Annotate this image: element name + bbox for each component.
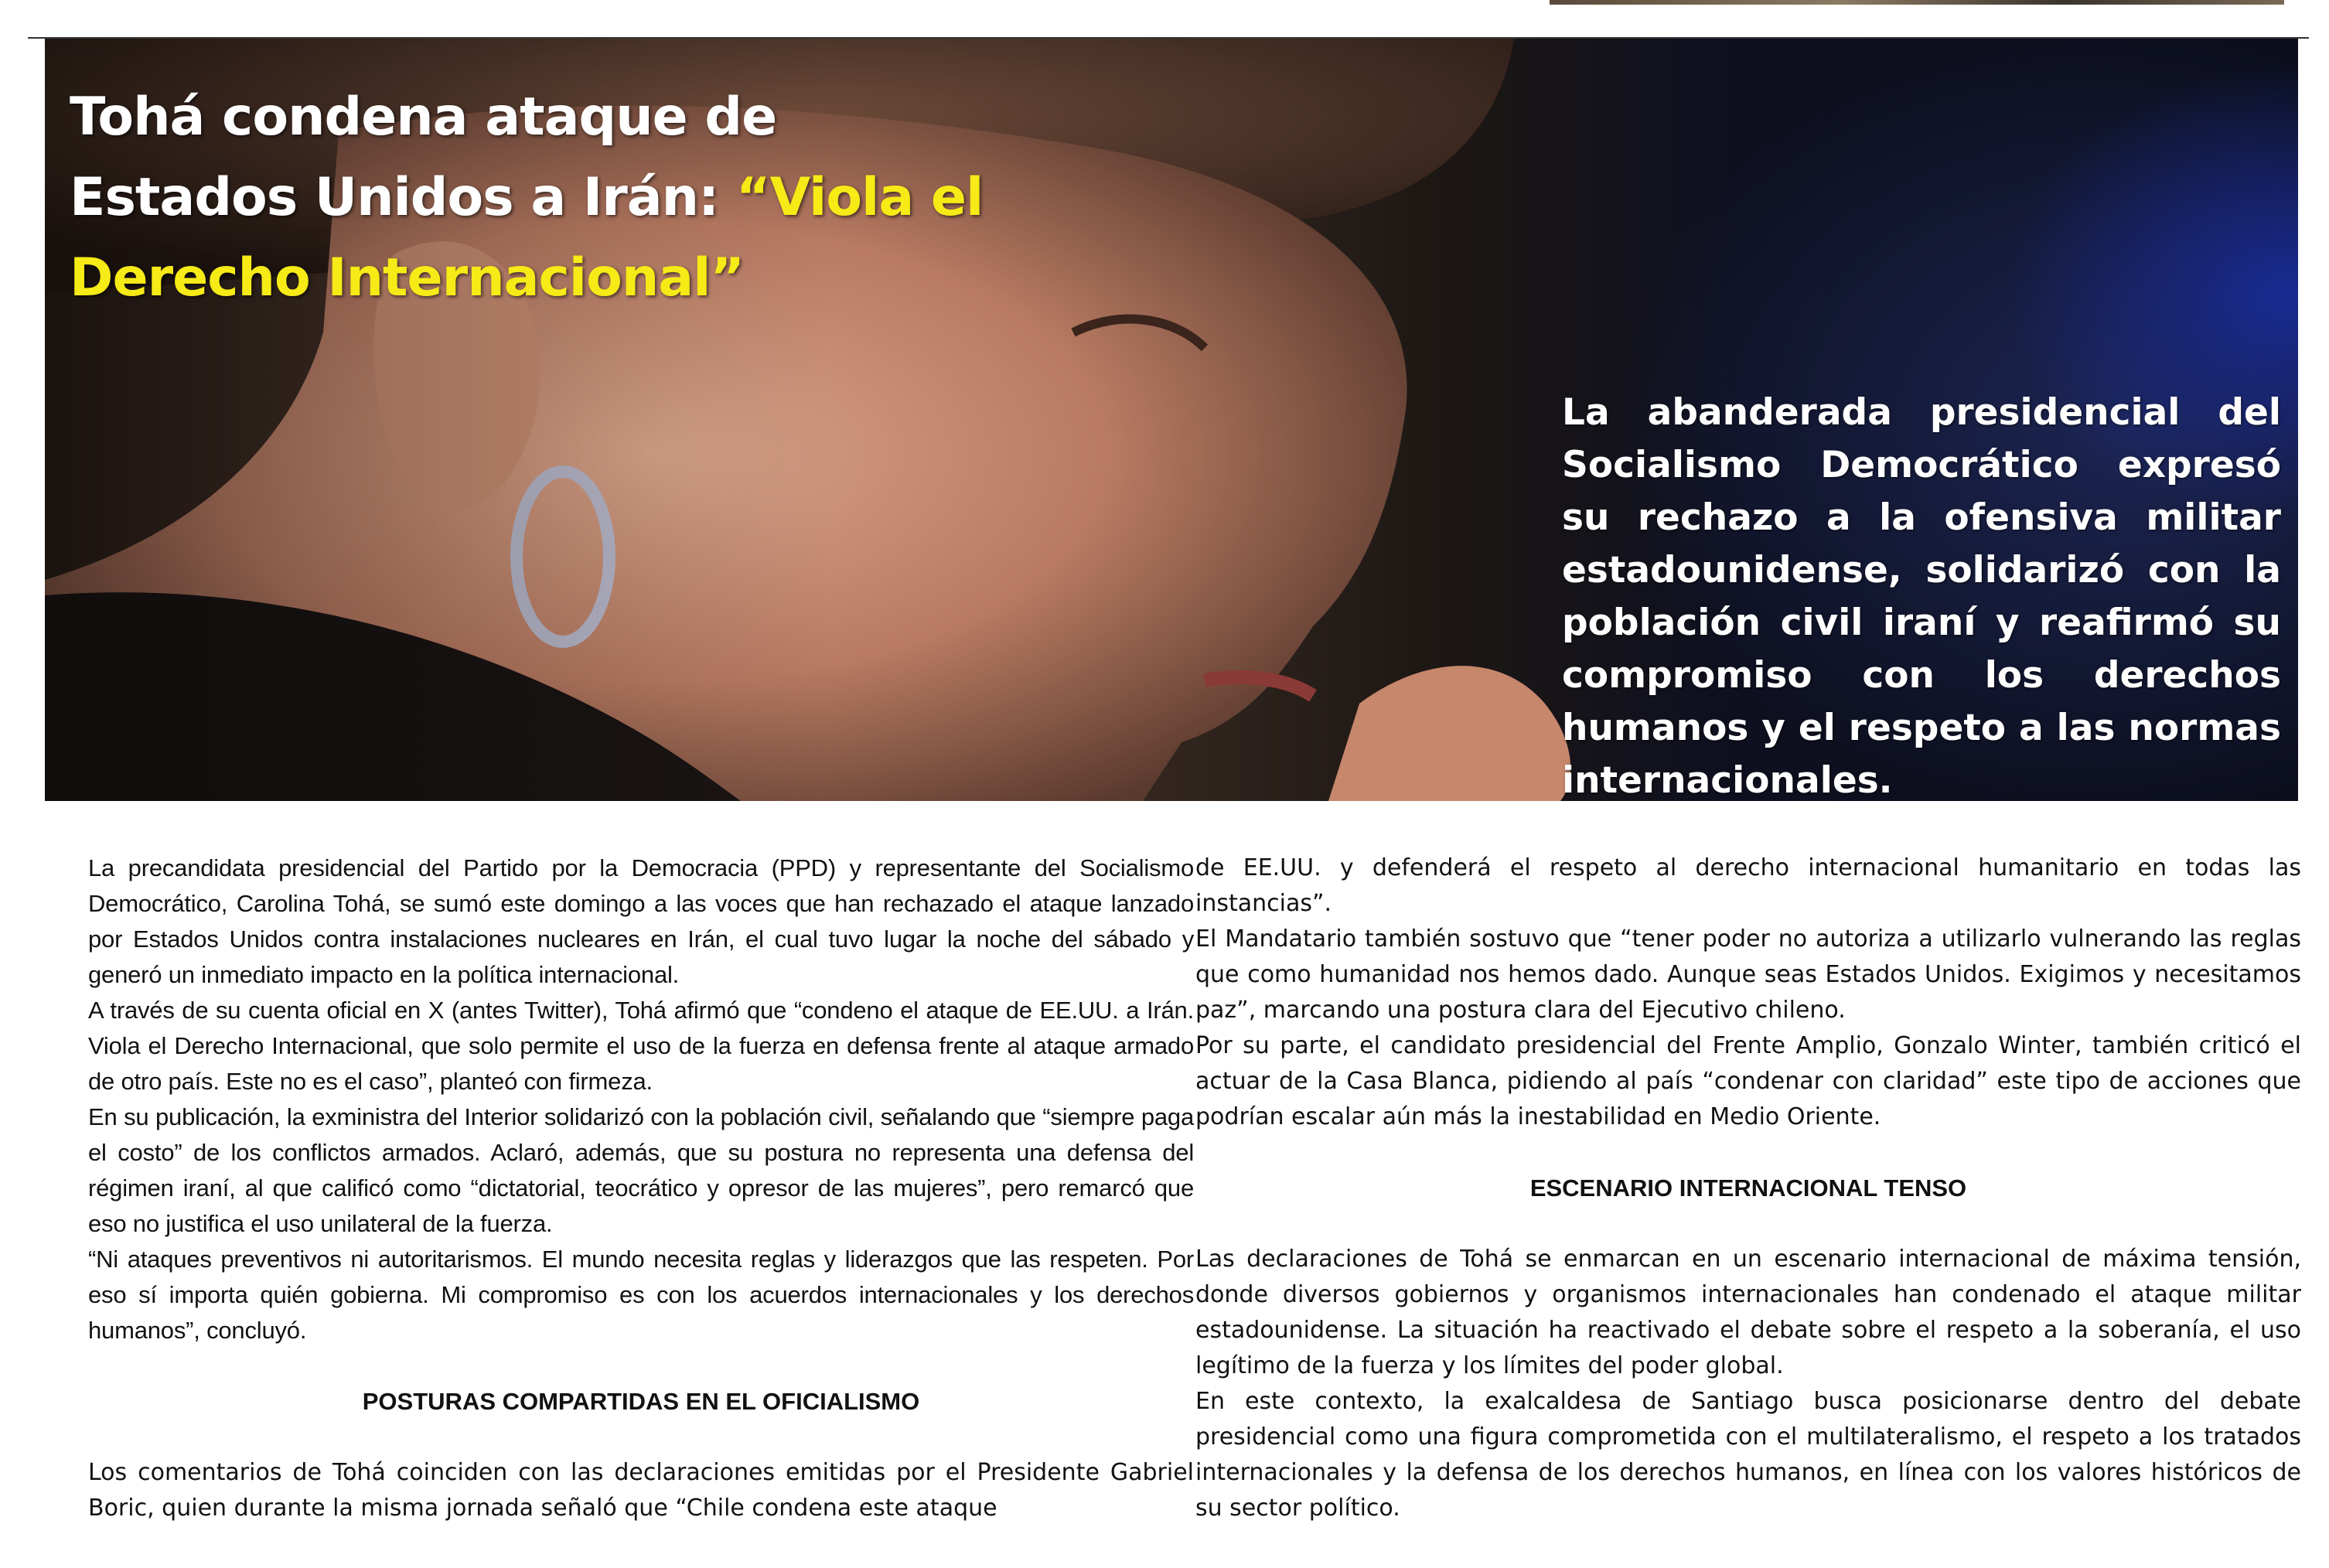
spacer (1195, 1135, 2301, 1171)
paragraph: En su publicación, la exministra del Interior solidarizó con la población civil, señalando que “siempre paga el costo” de los conflictos armados. Aclaró, además, que su postura no representa una defensa del régimen iraní, al que calificó como “dictatorial, teocrático y opresor de las mujeres”, pero remarcó que eso no justifica el uso unilateral de la fuerza. (88, 1103, 1194, 1237)
headline (70, 77, 1013, 319)
headline-main: Tohá condena ataque de Estados Unidos a Irán: (70, 87, 777, 228)
headline-highlight: “Viola el Derecho Internacional” (70, 167, 984, 308)
paragraph: Por su parte, el candidato presidencial del Frente Amplio, Gonzalo Winter, también criticó el actuar de la Casa Blanca, pidiendo al país “condenar con claridad” este tipo de acciones que podrían escalar aún más la inestabilidad en Medio Oriente. (1195, 1032, 2301, 1130)
paragraph: “Ni ataques preventivos ni autoritarismos. El mundo necesita reglas y liderazgos que las respeten. Por eso sí importa quién gobierna. Mi compromiso es con los acuerdos internacionales y los derechos humanos”, concluyó. (88, 1246, 1194, 1344)
article-column-right (1195, 850, 2301, 1526)
paragraph: A través de su cuenta oficial en X (antes Twitter), Tohá afirmó que “condeno el ataque de EE.UU. a Irán. Viola el Derecho Internacional, que solo permite el uso de la fuerza en defensa frente al ataque armado de otro país. Este no es el caso”, planteó con firmeza. (88, 997, 1194, 1095)
hero-image (45, 39, 2298, 801)
spacer (1195, 1206, 2301, 1242)
paragraph: En este contexto, la exalcaldesa de Santiago busca posicionarse dentro del debate presidencial como una figura comprometida con el multilateralismo, el respeto a los tratados internacionales y la defensa de los derechos humanos, en línea con los valores históricos de su sector político. (1195, 1388, 2301, 1522)
subheading: POSTURAS COMPARTIDAS EN EL OFICIALISMO (362, 1388, 920, 1415)
deck-summary: La abanderada presidencial del Socialismo Democrático expresó su rechazo a la ofensiva militar estadounidense, solidarizó con la población civil iraní y reafirmó su compromiso con los derechos humanos y el respeto a las normas internacionales. (1562, 391, 2281, 801)
paragraph: de EE.UU. y defenderá el respeto al derecho internacional humanitario en todas las instancias”. (1195, 854, 2301, 917)
top-thumbnail-strip (1550, 0, 2284, 5)
spacer (88, 1348, 1194, 1384)
subheading: ESCENARIO INTERNACIONAL TENSO (1529, 1174, 1967, 1202)
paragraph: El Mandatario también sostuvo que “tener poder no autoriza a utilizarlo vulnerando las reglas que como humanidad nos hemos dado. Aunque seas Estados Unidos. Exigimos y necesitamos paz”, marcando una postura clara del Ejecutivo chileno. (1195, 925, 2301, 1024)
paragraph: Las declaraciones de Tohá se enmarcan en un escenario internacional de máxima tensión, donde diversos gobiernos y organismos internacionales han condenado el ataque militar estadounidense. La situación ha reactivado el debate sobre el respeto a la soberanía, el uso legítimo de la fuerza y los límites del poder global. (1195, 1246, 2301, 1379)
paragraph: Los comentarios de Tohá coinciden con las declaraciones emitidas por el Presidente Gabriel Boric, quien durante la misma jornada señaló que “Chile condena este ataque (88, 1459, 1194, 1522)
spacer (88, 1420, 1194, 1455)
paragraph: La precandidata presidencial del Partido por la Democracia (PPD) y representante del Socialismo Democrático, Carolina Tohá, se sumó este domingo a las voces que han rechazado el ataque lanzado por Estados Unidos contra instalaciones nucleares en Irán, el cual tuvo lugar la noche del sábado y generó un inmediato impacto en la política internacional. (88, 854, 1194, 988)
article-column-left (88, 850, 1194, 1526)
